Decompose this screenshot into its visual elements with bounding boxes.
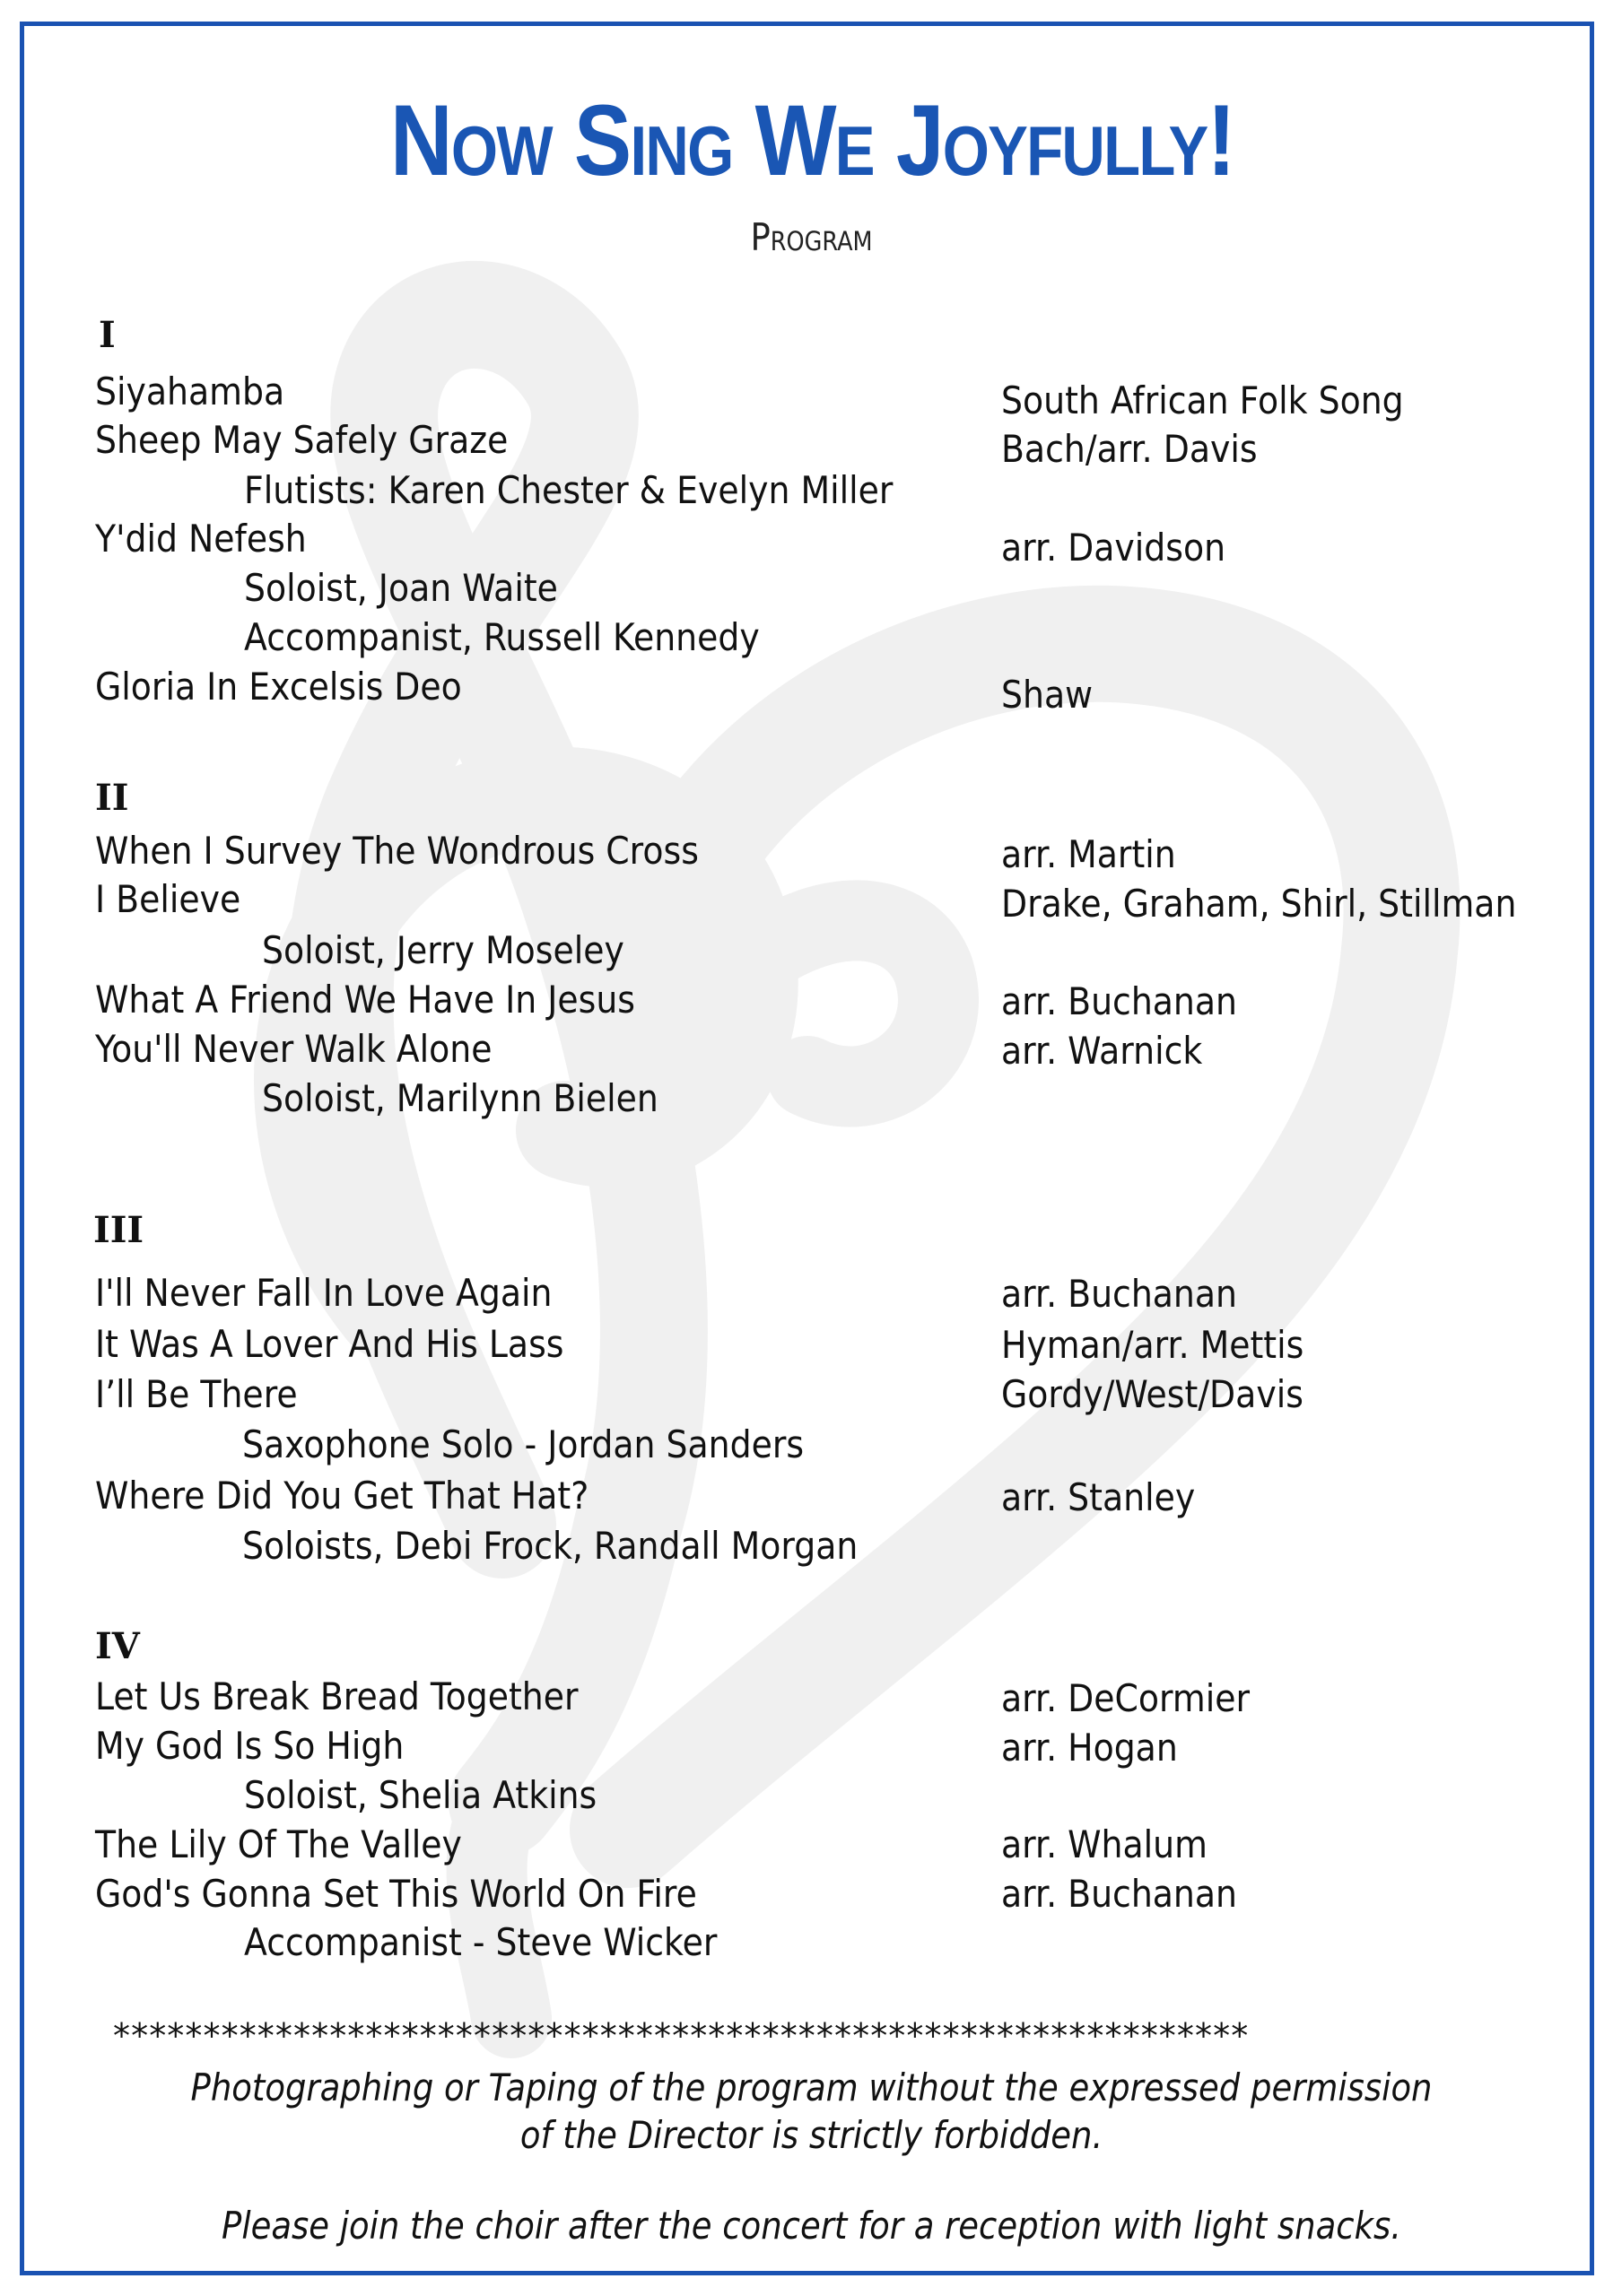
program-item-composer: Gordy/West/Davis xyxy=(1001,1372,1303,1416)
program-item-composer: arr. Warnick xyxy=(1001,1029,1203,1073)
program-subtitle: Program xyxy=(750,215,873,259)
program-item-composer: arr. Hogan xyxy=(1001,1726,1178,1770)
page-title: Now Sing We Joyfully! xyxy=(389,84,1234,196)
program-item-title: God's Gonna Set This World On Fire xyxy=(95,1872,697,1916)
program-item-title: When I Survey The Wondrous Cross xyxy=(95,829,699,873)
program-item-composer: South African Folk Song xyxy=(1001,378,1404,422)
program-item-title: Let Us Break Bread Together xyxy=(95,1674,579,1718)
section-label-ii: II xyxy=(95,777,129,819)
program-item-title: I Believe xyxy=(95,877,241,921)
reception-note: Please join the choir after the concert for a reception with light snacks. xyxy=(222,2204,1401,2248)
program-item-composer: Bach/arr. Davis xyxy=(1001,427,1258,471)
program-item-title: What A Friend We Have In Jesus xyxy=(95,978,636,1022)
program-item-title: Where Did You Get That Hat? xyxy=(95,1474,589,1518)
program-item-composer: arr. Whalum xyxy=(1001,1822,1208,1866)
program-item-title: I'll Never Fall In Love Again xyxy=(95,1271,553,1315)
program-item-title: My God Is So High xyxy=(95,1724,405,1768)
program-item-composer: Drake, Graham, Shirl, Stillman xyxy=(1001,882,1517,926)
program-item-performer: Soloist, Jerry Moseley xyxy=(262,928,624,972)
program-item-title: Y'did Nefesh xyxy=(95,517,307,561)
program-item-title: I’ll Be There xyxy=(95,1372,298,1416)
program-item-performer: Accompanist, Russell Kennedy xyxy=(244,615,760,659)
asterisk-divider: *************************************************************** xyxy=(113,2018,1250,2054)
program-item-title: It Was A Lover And His Lass xyxy=(95,1322,564,1366)
program-item-composer: arr. Buchanan xyxy=(1001,979,1238,1023)
program-item-title: Gloria In Excelsis Deo xyxy=(95,665,462,709)
program-item-composer: arr. Stanley xyxy=(1001,1475,1196,1519)
photography-notice-line-2: of the Director is strictly forbidden. xyxy=(519,2113,1103,2157)
program-item-performer: Soloist, Joan Waite xyxy=(244,566,558,610)
program-item-performer: Flutists: Karen Chester & Evelyn Miller xyxy=(244,468,894,512)
program-item-title: The Lily Of The Valley xyxy=(95,1822,462,1866)
section-label-i: I xyxy=(99,314,116,356)
program-item-composer: arr. Buchanan xyxy=(1001,1272,1238,1316)
program-item-title: You'll Never Walk Alone xyxy=(95,1027,493,1071)
program-item-title: Sheep May Safely Graze xyxy=(95,418,509,462)
section-label-iv: IV xyxy=(95,1625,140,1667)
program-item-composer: Hyman/arr. Mettis xyxy=(1001,1323,1304,1367)
section-label-iii: III xyxy=(93,1209,144,1251)
program-item-performer: Accompanist - Steve Wicker xyxy=(244,1920,718,1964)
program-item-composer: arr. Buchanan xyxy=(1001,1872,1238,1916)
program-item-title: Siyahamba xyxy=(95,370,285,413)
program-item-performer: Saxophone Solo - Jordan Sanders xyxy=(242,1422,805,1466)
program-item-composer: Shaw xyxy=(1001,673,1094,717)
program-item-performer: Soloist, Shelia Atkins xyxy=(244,1773,597,1817)
program-item-performer: Soloists, Debi Frock, Randall Morgan xyxy=(242,1524,859,1568)
program-item-composer: arr. DeCormier xyxy=(1001,1676,1251,1720)
program-item-composer: arr. Davidson xyxy=(1001,526,1226,570)
photography-notice-line-1: Photographing or Taping of the program without the expressed permission xyxy=(190,2066,1433,2109)
program-item-performer: Soloist, Marilynn Bielen xyxy=(262,1076,658,1120)
program-item-composer: arr. Martin xyxy=(1001,832,1176,876)
